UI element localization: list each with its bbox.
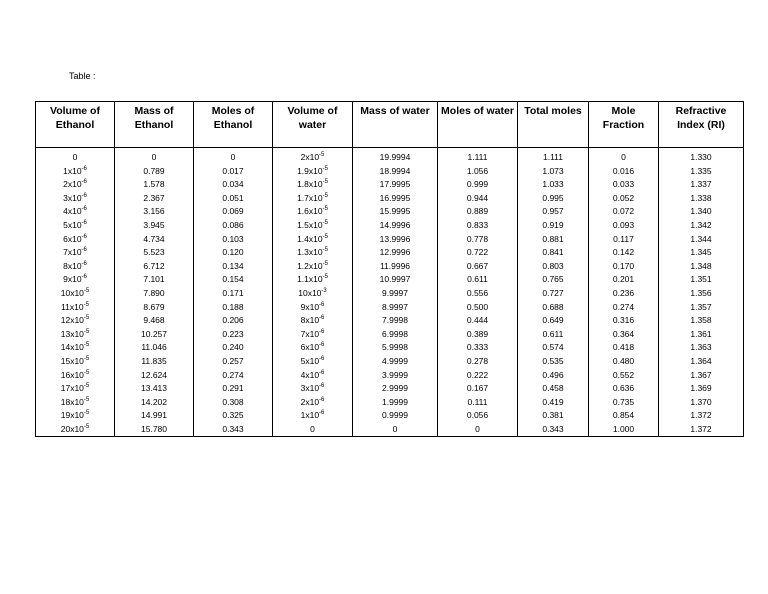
table-row bbox=[36, 233, 744, 247]
table-cell: 1.000 bbox=[589, 423, 659, 437]
header-mass-water: Mass of water bbox=[353, 102, 438, 148]
table-row bbox=[36, 273, 744, 287]
table-cell: 0.649 bbox=[518, 314, 589, 328]
table-cell: 1.9999 bbox=[353, 396, 438, 410]
table-cell: 0.667 bbox=[438, 260, 518, 274]
table-cell: 0.722 bbox=[438, 246, 518, 260]
table-cell: 0.500 bbox=[438, 301, 518, 315]
table-cell: 0 bbox=[589, 148, 659, 165]
table-cell: 0.274 bbox=[589, 301, 659, 315]
table-cell: $7x10^{-6}$ bbox=[36, 246, 115, 260]
table-row bbox=[36, 287, 744, 301]
table-cell: 0.999 bbox=[438, 178, 518, 192]
table-cell: 0.765 bbox=[518, 273, 589, 287]
table-cell: 0.496 bbox=[518, 369, 589, 383]
table-cell: $4x10^{-6}$ bbox=[273, 369, 353, 383]
table-cell: 0.803 bbox=[518, 260, 589, 274]
table-cell: 1.370 bbox=[659, 396, 744, 410]
table-cell: $1x10^{-6}$ bbox=[36, 165, 115, 179]
header-mass-ethanol: Mass of Ethanol bbox=[115, 102, 194, 148]
table-cell: 0.881 bbox=[518, 233, 589, 247]
table-cell: 13.9996 bbox=[353, 233, 438, 247]
table-cell: 0.167 bbox=[438, 382, 518, 396]
table-cell: 1.356 bbox=[659, 287, 744, 301]
table-cell: $1.8x10^{-5}$ bbox=[273, 178, 353, 192]
data-table bbox=[35, 101, 744, 437]
table-row bbox=[36, 148, 744, 165]
table-cell: 7.9998 bbox=[353, 314, 438, 328]
table-cell: $1.9x10^{-5}$ bbox=[273, 165, 353, 179]
table-cell: 7.101 bbox=[115, 273, 194, 287]
table-cell: $9x10^{-6}$ bbox=[36, 273, 115, 287]
table-cell: 17.9995 bbox=[353, 178, 438, 192]
table-cell: 0 bbox=[194, 148, 273, 165]
table-row bbox=[36, 301, 744, 315]
table-row bbox=[36, 328, 744, 342]
table-cell: 1.337 bbox=[659, 178, 744, 192]
table-row bbox=[36, 165, 744, 179]
table-row bbox=[36, 382, 744, 396]
table-cell: 0.134 bbox=[194, 260, 273, 274]
table-cell: 1.335 bbox=[659, 165, 744, 179]
table-cell: 0.117 bbox=[589, 233, 659, 247]
table-cell: $10x10^{-3}$ bbox=[273, 287, 353, 301]
table-cell: 0.535 bbox=[518, 355, 589, 369]
table-cell: 12.624 bbox=[115, 369, 194, 383]
table-cell: 0.033 bbox=[589, 178, 659, 192]
table-cell: 0.086 bbox=[194, 219, 273, 233]
table-cell: 10.9997 bbox=[353, 273, 438, 287]
table-cell: 4.9999 bbox=[353, 355, 438, 369]
table-cell: 11.046 bbox=[115, 341, 194, 355]
table-cell: 1.578 bbox=[115, 178, 194, 192]
table-cell: 1.056 bbox=[438, 165, 518, 179]
table-cell: 6.712 bbox=[115, 260, 194, 274]
table-cell: 1.344 bbox=[659, 233, 744, 247]
table-cell: 0.325 bbox=[194, 409, 273, 423]
table-row bbox=[36, 192, 744, 206]
table-cell: $1.4x10^{-5}$ bbox=[273, 233, 353, 247]
table-cell: 3.156 bbox=[115, 205, 194, 219]
table-cell: 0 bbox=[438, 423, 518, 437]
table-cell: $11x10^{-5}$ bbox=[36, 301, 115, 315]
table-cell: 1.358 bbox=[659, 314, 744, 328]
table-cell: 1.372 bbox=[659, 423, 744, 437]
table-cell: $15x10^{-5}$ bbox=[36, 355, 115, 369]
table-cell: 1.342 bbox=[659, 219, 744, 233]
table-cell: 0.206 bbox=[194, 314, 273, 328]
table-cell: 0.574 bbox=[518, 341, 589, 355]
table-cell: 11.835 bbox=[115, 355, 194, 369]
table-cell: $8x10^{-6}$ bbox=[273, 314, 353, 328]
table-cell: $7x10^{-6}$ bbox=[273, 328, 353, 342]
table-cell: 18.9994 bbox=[353, 165, 438, 179]
table-cell: 16.9995 bbox=[353, 192, 438, 206]
table-cell: 0.201 bbox=[589, 273, 659, 287]
table-cell: 0.957 bbox=[518, 205, 589, 219]
table-row bbox=[36, 246, 744, 260]
header-total-moles: Total moles bbox=[518, 102, 589, 148]
header-volume-ethanol: Volume of Ethanol bbox=[36, 102, 115, 148]
table-cell: 13.413 bbox=[115, 382, 194, 396]
table-cell: 0.389 bbox=[438, 328, 518, 342]
table-cell: 1.348 bbox=[659, 260, 744, 274]
table-cell: 0.034 bbox=[194, 178, 273, 192]
table-cell: 0.9999 bbox=[353, 409, 438, 423]
table-cell: 1.361 bbox=[659, 328, 744, 342]
table-row bbox=[36, 355, 744, 369]
table-cell: 0.240 bbox=[194, 341, 273, 355]
table-cell: $1.1x10^{-5}$ bbox=[273, 273, 353, 287]
table-cell: $6x10^{-6}$ bbox=[273, 341, 353, 355]
table-body bbox=[36, 148, 744, 437]
table-cell: 0.364 bbox=[589, 328, 659, 342]
table-cell: $6x10^{-6}$ bbox=[36, 233, 115, 247]
header-mole-fraction: Mole Fraction bbox=[589, 102, 659, 148]
table-cell: 0.111 bbox=[438, 396, 518, 410]
table-row bbox=[36, 423, 744, 437]
table-cell: 1.345 bbox=[659, 246, 744, 260]
header-volume-water: Volume of water bbox=[273, 102, 353, 148]
table-cell: 9.9997 bbox=[353, 287, 438, 301]
table-cell: 0.291 bbox=[194, 382, 273, 396]
table-cell: 10.257 bbox=[115, 328, 194, 342]
table-cell: 19.9994 bbox=[353, 148, 438, 165]
table-cell: 0.833 bbox=[438, 219, 518, 233]
table-cell: 14.991 bbox=[115, 409, 194, 423]
table-cell: 6.9998 bbox=[353, 328, 438, 342]
table-cell: 0.735 bbox=[589, 396, 659, 410]
table-cell: $1x10^{-6}$ bbox=[273, 409, 353, 423]
table-cell: 0.170 bbox=[589, 260, 659, 274]
table-row bbox=[36, 260, 744, 274]
table-cell: 0.854 bbox=[589, 409, 659, 423]
table-cell: 15.9995 bbox=[353, 205, 438, 219]
table-cell: 3.9999 bbox=[353, 369, 438, 383]
table-cell: 8.9997 bbox=[353, 301, 438, 315]
table-cell: 5.523 bbox=[115, 246, 194, 260]
table-cell: 1.033 bbox=[518, 178, 589, 192]
table-cell: 2.367 bbox=[115, 192, 194, 206]
table-cell: 0.093 bbox=[589, 219, 659, 233]
table-cell: 0.223 bbox=[194, 328, 273, 342]
table-cell: 1.340 bbox=[659, 205, 744, 219]
table-cell: 0.103 bbox=[194, 233, 273, 247]
table-cell: 1.351 bbox=[659, 273, 744, 287]
table-cell: 0.789 bbox=[115, 165, 194, 179]
table-cell: $16x10^{-5}$ bbox=[36, 369, 115, 383]
table-cell: 0.611 bbox=[438, 273, 518, 287]
table-cell: 0.919 bbox=[518, 219, 589, 233]
table-row bbox=[36, 314, 744, 328]
table-cell: $13x10^{-5}$ bbox=[36, 328, 115, 342]
table-row bbox=[36, 409, 744, 423]
table-cell: 1.369 bbox=[659, 382, 744, 396]
table-cell: 1.357 bbox=[659, 301, 744, 315]
table-cell: 0.274 bbox=[194, 369, 273, 383]
table-cell: 0.552 bbox=[589, 369, 659, 383]
table-cell: 0.727 bbox=[518, 287, 589, 301]
table-cell: $2x10^{-6}$ bbox=[273, 396, 353, 410]
table-cell: 0.316 bbox=[589, 314, 659, 328]
table-row bbox=[36, 369, 744, 383]
table-cell: 9.468 bbox=[115, 314, 194, 328]
table-row bbox=[36, 341, 744, 355]
table-cell: 0.142 bbox=[589, 246, 659, 260]
table-cell: 1.363 bbox=[659, 341, 744, 355]
table-cell: 0 bbox=[36, 148, 115, 165]
table-cell: 0.188 bbox=[194, 301, 273, 315]
table-cell: $1.2x10^{-5}$ bbox=[273, 260, 353, 274]
header-moles-ethanol: Moles of Ethanol bbox=[194, 102, 273, 148]
table-cell: 0.841 bbox=[518, 246, 589, 260]
table-cell: 0.333 bbox=[438, 341, 518, 355]
header-moles-water: Moles of water bbox=[438, 102, 518, 148]
table-cell: 0.636 bbox=[589, 382, 659, 396]
table-cell: 0.480 bbox=[589, 355, 659, 369]
table-cell: 0.236 bbox=[589, 287, 659, 301]
table-cell: 0.051 bbox=[194, 192, 273, 206]
table-cell: $1.6x10^{-5}$ bbox=[273, 205, 353, 219]
table-cell: 5.9998 bbox=[353, 341, 438, 355]
table-cell: 0.222 bbox=[438, 369, 518, 383]
table-cell: 0.072 bbox=[589, 205, 659, 219]
table-cell: 14.9996 bbox=[353, 219, 438, 233]
table-cell: $4x10^{-6}$ bbox=[36, 205, 115, 219]
table-cell: 0 bbox=[353, 423, 438, 437]
table-cell: $5x10^{-6}$ bbox=[273, 355, 353, 369]
table-cell: $17x10^{-5}$ bbox=[36, 382, 115, 396]
header-row bbox=[36, 102, 744, 148]
table-cell: $10x10^{-5}$ bbox=[36, 287, 115, 301]
table-cell: 2.9999 bbox=[353, 382, 438, 396]
table-cell: $20x10^{-5}$ bbox=[36, 423, 115, 437]
table-cell: 0.944 bbox=[438, 192, 518, 206]
table-cell: 11.9996 bbox=[353, 260, 438, 274]
table-cell: 3.945 bbox=[115, 219, 194, 233]
table-cell: 0.458 bbox=[518, 382, 589, 396]
table-cell: $2x10^{-5}$ bbox=[273, 148, 353, 165]
table-cell: 1.338 bbox=[659, 192, 744, 206]
table-caption: Table : bbox=[69, 71, 96, 81]
table-row bbox=[36, 178, 744, 192]
table-cell: 0 bbox=[115, 148, 194, 165]
table-cell: $1.5x10^{-5}$ bbox=[273, 219, 353, 233]
table-cell: 0.154 bbox=[194, 273, 273, 287]
table-cell: $3x10^{-6}$ bbox=[273, 382, 353, 396]
table-cell: $12x10^{-5}$ bbox=[36, 314, 115, 328]
table-cell: 0.171 bbox=[194, 287, 273, 301]
table-cell: 0.056 bbox=[438, 409, 518, 423]
table-cell: 14.202 bbox=[115, 396, 194, 410]
table-cell: 0.889 bbox=[438, 205, 518, 219]
table-cell: 1.364 bbox=[659, 355, 744, 369]
table-cell: 0.257 bbox=[194, 355, 273, 369]
table-cell: 0.419 bbox=[518, 396, 589, 410]
table-cell: 0.343 bbox=[194, 423, 273, 437]
table-cell: 0.995 bbox=[518, 192, 589, 206]
table-cell: 8.679 bbox=[115, 301, 194, 315]
table-cell: 1.111 bbox=[518, 148, 589, 165]
table-cell: 0.016 bbox=[589, 165, 659, 179]
table-row bbox=[36, 219, 744, 233]
table-cell: $19x10^{-5}$ bbox=[36, 409, 115, 423]
table-cell: 15.780 bbox=[115, 423, 194, 437]
table-row bbox=[36, 205, 744, 219]
table-cell: 0.052 bbox=[589, 192, 659, 206]
header-refractive-index: Refractive Index (RI) bbox=[659, 102, 744, 148]
table-row bbox=[36, 396, 744, 410]
table-cell: 0.778 bbox=[438, 233, 518, 247]
table-cell: 0.278 bbox=[438, 355, 518, 369]
table-cell: $1.3x10^{-5}$ bbox=[273, 246, 353, 260]
table-cell: 1.111 bbox=[438, 148, 518, 165]
table-cell: 12.9996 bbox=[353, 246, 438, 260]
table-cell: 0.120 bbox=[194, 246, 273, 260]
table-cell: $18x10^{-5}$ bbox=[36, 396, 115, 410]
table-cell: 0.611 bbox=[518, 328, 589, 342]
table-cell: 0.418 bbox=[589, 341, 659, 355]
table-cell: $1.7x10^{-5}$ bbox=[273, 192, 353, 206]
table-cell: 0.343 bbox=[518, 423, 589, 437]
table-cell: 1.367 bbox=[659, 369, 744, 383]
table-cell: 0.688 bbox=[518, 301, 589, 315]
table-cell: $14x10^{-5}$ bbox=[36, 341, 115, 355]
table-cell: $5x10^{-6}$ bbox=[36, 219, 115, 233]
table-cell: 4.734 bbox=[115, 233, 194, 247]
table-cell: $8x10^{-6}$ bbox=[36, 260, 115, 274]
table-cell: 0.556 bbox=[438, 287, 518, 301]
table-cell: 1.073 bbox=[518, 165, 589, 179]
table-cell: $9x10^{-6}$ bbox=[273, 301, 353, 315]
table-cell: $3x10^{-6}$ bbox=[36, 192, 115, 206]
table-cell: 0.308 bbox=[194, 396, 273, 410]
table-cell: 1.372 bbox=[659, 409, 744, 423]
table-cell: 0.017 bbox=[194, 165, 273, 179]
table-cell: $2x10^{-6}$ bbox=[36, 178, 115, 192]
table-cell: 0 bbox=[273, 423, 353, 437]
table-cell: 0.381 bbox=[518, 409, 589, 423]
table-cell: 0.444 bbox=[438, 314, 518, 328]
table-cell: 7.890 bbox=[115, 287, 194, 301]
table-cell: 0.069 bbox=[194, 205, 273, 219]
table-cell: 1.330 bbox=[659, 148, 744, 165]
